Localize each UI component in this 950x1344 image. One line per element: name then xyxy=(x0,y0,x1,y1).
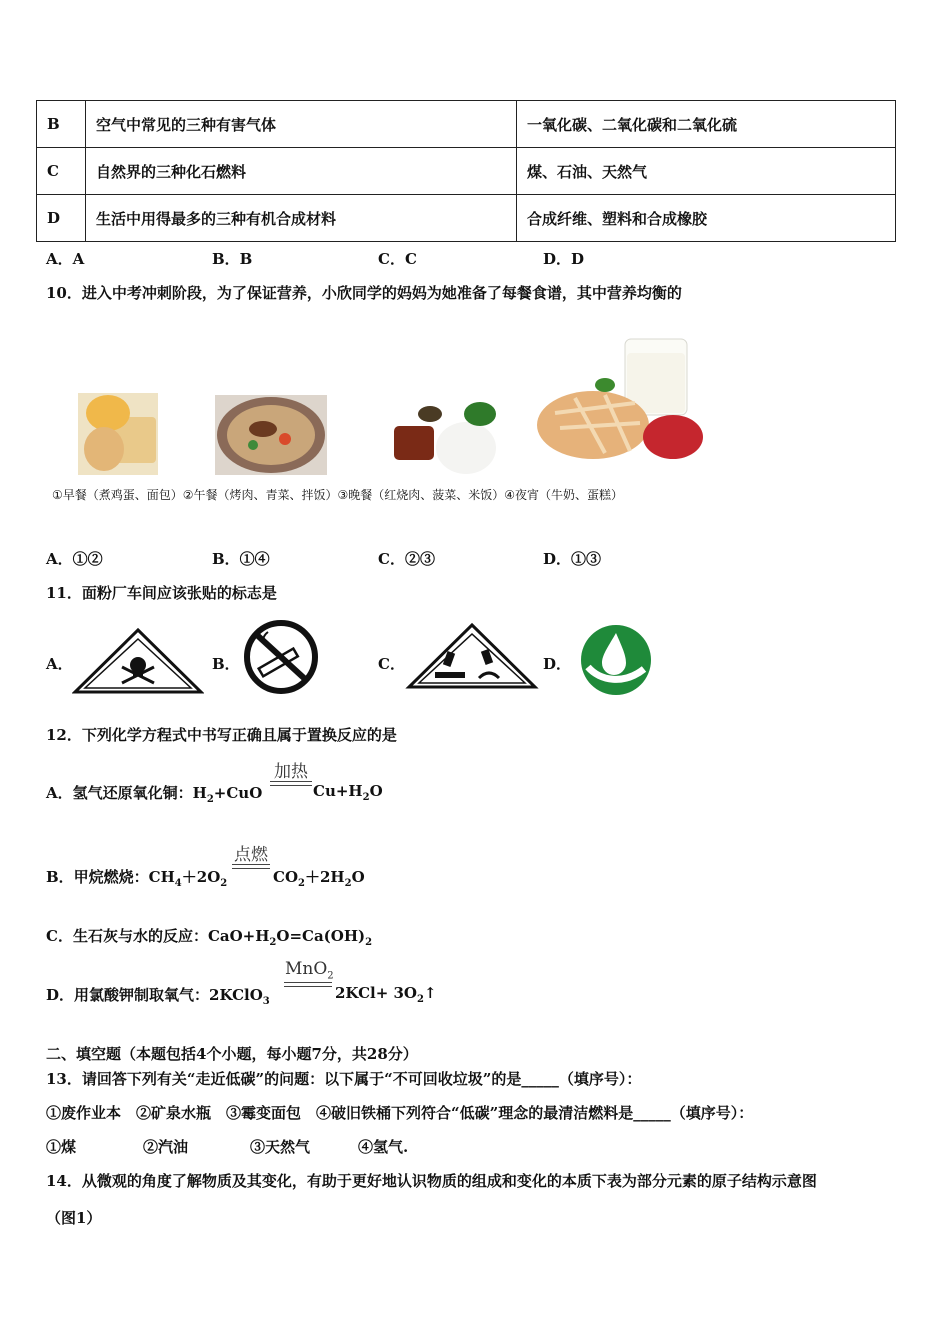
q13-choice: ②汽油 xyxy=(143,1138,189,1156)
q10-option-a[interactable]: A．①② xyxy=(46,550,103,568)
q13-choice: ④氢气. xyxy=(358,1138,409,1156)
q9-option-c[interactable]: C．C xyxy=(378,250,417,268)
q13-choice: ③天然气 xyxy=(250,1138,311,1156)
q12-a-condition: 加热 xyxy=(274,762,308,782)
no-smoking-icon xyxy=(240,618,322,696)
row-topic: 空气中常见的三种有害气体 xyxy=(86,101,517,148)
q11-stem: 11．面粉厂车间应该张贴的标志是 xyxy=(46,584,277,602)
q10-caption: ①早餐（煮鸡蛋、面包）②午餐（烤肉、青菜、拌饭）③晚餐（红烧肉、菠菜、米饭）④夜宵（牛奶、蛋糕） xyxy=(52,488,624,502)
q9-option-b[interactable]: B．B xyxy=(212,250,253,268)
corrosive-warning-icon xyxy=(405,622,539,690)
lunch-image xyxy=(215,395,327,475)
q13-choice: ①煤 xyxy=(46,1138,77,1156)
row-topic: 生活中用得最多的三种有机合成材料 xyxy=(86,195,517,242)
equals-sign-icon xyxy=(270,781,312,786)
q12-a-left: A．氢气还原氧化铜：H xyxy=(46,784,207,802)
q12-option-d[interactable]: D．用氯酸钾制取氧气：2KClO$_3$ xyxy=(46,986,270,1007)
q9-option-d[interactable]: D．D xyxy=(543,250,585,268)
table-row xyxy=(37,101,896,148)
q11-option-a[interactable]: A． xyxy=(46,655,73,673)
table-row xyxy=(37,195,896,242)
row-topic: 自然界的三种化石燃料 xyxy=(86,148,517,195)
q12-d-right: $2KCl+ 3O_2↑$ xyxy=(335,984,437,1005)
q12-b-left: B．甲烷燃烧：CH xyxy=(46,868,175,886)
row-letter: B xyxy=(37,101,86,148)
table-row xyxy=(37,148,896,195)
q12-option-a[interactable]: A．氢气还原氧化铜：$H_2+CuO$ xyxy=(46,784,263,805)
q14-line1: 14．从微观的角度了解物质及其变化，有助于更好地认识物质的组成和变化的本质下表为部分元素的原子结构示意图 xyxy=(46,1172,817,1190)
q10-option-c[interactable]: C．②③ xyxy=(378,550,435,568)
row-answer: 合成纤维、塑料和合成橡胶 xyxy=(517,195,896,242)
q12-option-c[interactable]: C．生石灰与水的反应：$CaO+H_2O=Ca(OH)_2$ xyxy=(46,927,373,948)
row-letter: C xyxy=(37,148,86,195)
toxic-warning-icon xyxy=(72,627,204,695)
answer-table xyxy=(36,100,896,242)
q10-stem: 10．进入中考冲刺阶段，为了保证营养，小欣同学的妈妈为她准备了每餐食谱，其中营养均衡的 xyxy=(46,284,682,302)
equals-sign-icon xyxy=(232,864,270,869)
q12-c-text: C．生石灰与水的反应：CaO+H xyxy=(46,927,270,945)
q9-option-a[interactable]: A．A xyxy=(46,250,85,268)
night-snack-image xyxy=(535,333,705,478)
q12-stem: 12．下列化学方程式中书写正确且属于置换反应的是 xyxy=(46,726,397,744)
q11-option-b[interactable]: B． xyxy=(212,655,240,673)
q12-d-condition: MnO$_2$ xyxy=(285,959,334,982)
breakfast-image xyxy=(78,393,158,475)
water-saving-icon xyxy=(578,623,654,697)
q13-line1: 13．请回答下列有关“走近低碳”的问题：以下属于“不可回收垃圾”的是_____（填序号）： xyxy=(46,1070,642,1088)
equals-sign-icon xyxy=(284,982,332,987)
row-answer: 煤、石油、天然气 xyxy=(517,148,896,195)
q11-option-d[interactable]: D． xyxy=(543,655,572,673)
row-letter: D xyxy=(37,195,86,242)
q10-option-d[interactable]: D．①③ xyxy=(543,550,602,568)
q14-line2: （图1） xyxy=(46,1209,102,1227)
dinner-image xyxy=(390,400,498,478)
q12-b-condition: 点燃 xyxy=(234,845,268,865)
row-answer: 一氧化碳、二氧化碳和二氧化硫 xyxy=(517,101,896,148)
q12-a-right: $Cu+H_2O$ xyxy=(313,782,383,803)
q12-option-b[interactable]: B．甲烷燃烧：$CH_4+2O_2$ xyxy=(46,868,228,889)
q12-b-right: $CO_2+2H_2O$ xyxy=(273,868,365,889)
q10-option-b[interactable]: B．①④ xyxy=(212,550,270,568)
q13-line2: ①废作业本 ②矿泉水瓶 ③霉变面包 ④破旧铁桶下列符合“低碳”理念的最清洁燃料是_____（填序号）： xyxy=(46,1104,754,1122)
section2-heading: 二、填空题（本题包括4个小题，每小题7分，共28分） xyxy=(46,1045,418,1063)
q12-d-left: D．用氯酸钾制取氧气：2KClO xyxy=(46,986,263,1004)
q11-option-c[interactable]: C． xyxy=(378,655,405,673)
